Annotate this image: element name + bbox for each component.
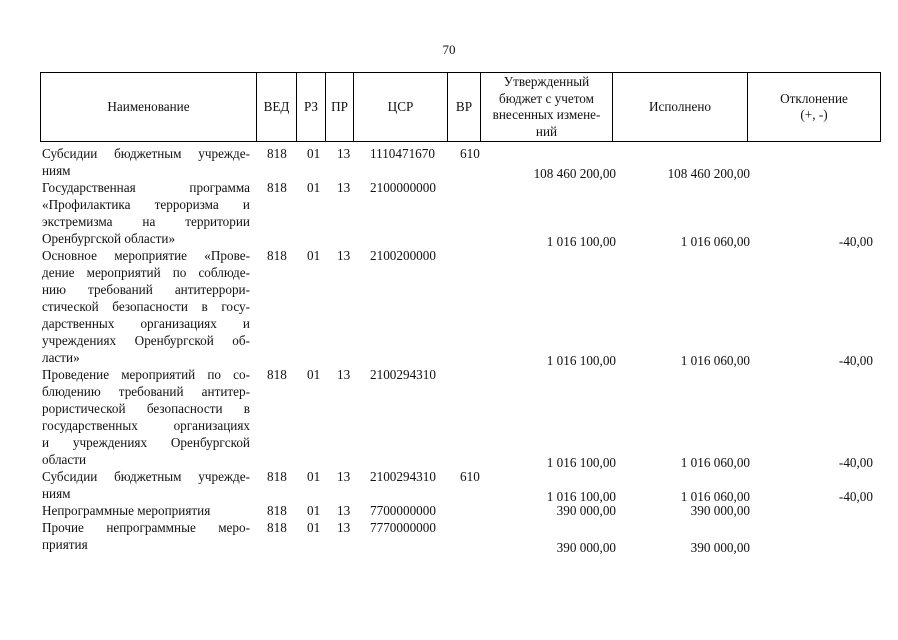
row-ved: 818 [267,146,287,161]
row-pr: 13 [337,503,351,518]
row-approved: 1 016 100,00 [546,353,616,368]
row-ved: 818 [267,180,287,195]
row-rz: 01 [307,248,321,263]
row-deviation: -40,00 [838,234,873,249]
row-pr: 13 [337,248,351,263]
row-name-line: Субсидии бюджетным учрежде- [42,146,250,161]
row-ved: 818 [267,248,287,263]
row-name-line: и учреждениях Оренбургской [42,435,250,450]
table-row [0,247,898,366]
row-rz: 01 [307,503,321,518]
row-approved: 390 000,00 [556,503,616,518]
row-rz: 01 [307,146,321,161]
row-approved: 1 016 100,00 [546,234,616,249]
row-name-line: Государственная программа [42,180,250,195]
row-name [42,247,250,366]
header-rz: РЗ [297,73,326,142]
row-csr: 7700000000 [370,503,436,518]
row-vr: 610 [460,146,480,161]
row-name-line: дарственных организациях и [42,316,250,331]
row-name-line: стической безопасности в госу- [42,299,250,314]
row-name-line: нию требований антитеррори- [42,282,250,297]
row-name-line: Субсидии бюджетным учрежде- [42,469,250,484]
row-executed: 390 000,00 [690,540,750,555]
row-approved: 1 016 100,00 [546,455,616,470]
row-csr: 7770000000 [370,520,436,535]
header-deviation-line: Отклонение [780,90,848,106]
row-rz: 01 [307,180,321,195]
row-executed: 1 016 060,00 [680,455,750,470]
table-header [40,72,881,142]
header-ved: ВЕД [257,73,297,142]
row-pr: 13 [337,520,351,535]
header-csr: ЦСР [354,73,448,142]
header-name: Наименование [41,73,257,142]
row-pr: 13 [337,180,351,195]
page-number: 70 [442,42,456,57]
row-name [42,366,250,468]
row-name [42,468,250,502]
row-ved: 818 [267,520,287,535]
header-approved-line: ний [535,123,558,139]
row-pr: 13 [337,367,351,382]
row-name-line: блюдению требований антитер- [42,384,250,399]
row-ved: 818 [267,503,287,518]
row-ved: 818 [267,469,287,484]
row-executed: 108 460 200,00 [667,166,750,181]
row-name-line: Прочие непрограммные меро- [42,520,250,535]
header-deviation-line: (+, -) [800,107,828,122]
header-executed: Исполнено [613,73,748,142]
row-deviation: -40,00 [838,455,873,470]
row-name-line: экстремизма на территории [42,214,250,229]
row-name-line: Непрограммные мероприятия [42,503,211,518]
row-csr: 2100294310 [370,469,436,484]
row-name [42,519,250,553]
header-approved-line: Утвержденный [503,74,590,89]
row-deviation: -40,00 [838,353,873,368]
row-name-line: дение мероприятий по соблюде- [42,265,250,280]
header-deviation [748,73,881,142]
row-pr: 13 [337,146,351,161]
row-rz: 01 [307,469,321,484]
row-csr: 2100294310 [370,367,436,382]
row-name-line: учреждениях Оренбургской об- [42,333,250,348]
row-approved: 1 016 100,00 [546,489,616,504]
row-ved: 818 [267,367,287,382]
row-csr: 2100200000 [370,248,436,263]
row-executed: 390 000,00 [690,503,750,518]
row-name-line: «Профилактика терроризма и [42,197,250,212]
row-name-line: Оренбургской области» [42,231,176,246]
row-name-line: Основное мероприятие «Прове- [42,248,250,263]
row-name-line: ниям [42,163,71,178]
header-vr: ВР [448,73,481,142]
row-approved: 390 000,00 [556,540,616,555]
header-approved [481,73,613,142]
table-row [0,468,898,502]
row-approved: 108 460 200,00 [533,166,616,181]
row-name-line: приятия [42,537,88,552]
table-row [0,145,898,179]
header-approved-line: бюджет с учетом [499,90,594,106]
row-name [42,179,250,247]
header-pr: ПР [326,73,354,142]
row-executed: 1 016 060,00 [680,234,750,249]
row-csr: 2100000000 [370,180,436,195]
row-name [42,502,250,519]
row-name [42,145,250,179]
row-name-line: рористической безопасности в [42,401,250,416]
row-name-line: ниям [42,486,71,501]
row-name-line: государственных организациях [42,418,250,433]
row-pr: 13 [337,469,351,484]
row-deviation: -40,00 [838,489,873,504]
table-row [0,366,898,468]
row-executed: 1 016 060,00 [680,353,750,368]
row-vr: 610 [460,469,480,484]
row-name-line: Проведение мероприятий по со- [42,367,250,382]
table-row [0,502,898,519]
row-rz: 01 [307,367,321,382]
row-csr: 1110471670 [370,146,435,161]
header-approved-line: внесенных измене- [492,107,601,122]
row-executed: 1 016 060,00 [680,489,750,504]
table-row [0,179,898,247]
row-rz: 01 [307,520,321,535]
row-name-line: области [42,452,87,467]
table-row [0,519,898,553]
row-name-line: ласти» [42,350,80,365]
